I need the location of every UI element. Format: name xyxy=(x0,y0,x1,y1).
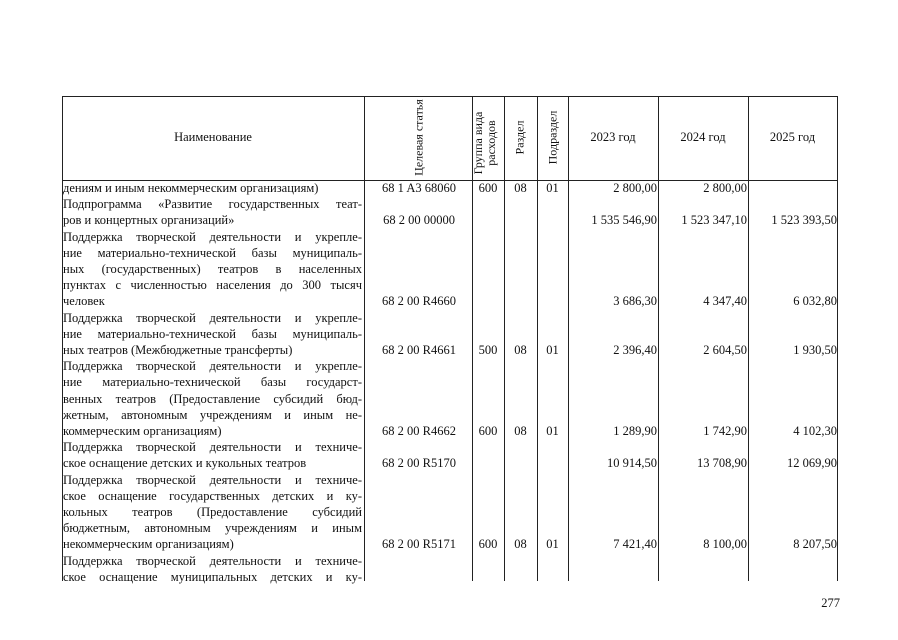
row-value-2024: 8 100,00 xyxy=(703,537,747,552)
row-value-2024: 13 708,90 xyxy=(697,456,747,471)
row-target-article: 68 2 00 R5170 xyxy=(382,456,456,471)
row-name-line: венных театров (Предоставление субсидий бюд- xyxy=(63,391,362,406)
row-value-2025: 4 102,30 xyxy=(793,424,837,438)
row-name-line: ние материально-технической базы муниципаль- xyxy=(63,245,362,260)
row-name-line: Поддержка творческой деятельности и укрепле- xyxy=(63,359,362,374)
col-border-name xyxy=(364,96,365,581)
row-target-article: 68 2 00 R5171 xyxy=(382,537,456,552)
row-value-2024: 2 800,00 xyxy=(703,181,747,195)
row-expense-group: 600 xyxy=(478,424,498,438)
row-name-line: человек xyxy=(63,294,105,309)
row-name-line: ние материально-технической базы государст- xyxy=(63,375,362,390)
row-value-2025: 6 032,80 xyxy=(793,294,837,309)
col-border-pr xyxy=(568,96,569,581)
row-name-line: жетным, автономным учреждениям и иным не- xyxy=(63,407,362,422)
col-border-rz xyxy=(537,96,538,581)
row-name-line: Поддержка творческой деятельности и техниче- xyxy=(63,553,362,568)
row-section: 08 xyxy=(514,343,527,357)
header-2025: 2025 год xyxy=(769,130,816,144)
row-section: 08 xyxy=(514,537,527,552)
row-name xyxy=(63,472,362,553)
row-target-article: 68 2 00 00000 xyxy=(383,213,455,228)
row-value-2025: 12 069,90 xyxy=(787,456,837,471)
row-name-line: бюджетным, автономным учреждениям и иным xyxy=(63,521,362,536)
row-target-article: 68 1 A3 68060 xyxy=(382,181,456,195)
row-expense-group: 600 xyxy=(478,181,498,195)
row-name-line: ных (государственных) театров в населенных xyxy=(63,261,362,276)
row-value-2023: 2 800,00 xyxy=(613,181,657,195)
row-name-line: ных театров (Межбюджетные трансферты) xyxy=(63,342,293,357)
row-value-2024: 1 742,90 xyxy=(703,424,747,438)
row-name xyxy=(63,358,362,439)
row-section: 08 xyxy=(514,424,527,438)
row-name xyxy=(63,180,362,196)
row-section: 08 xyxy=(514,181,527,195)
header-subsection: Подраздел xyxy=(545,110,560,165)
row-name-line: ние материально-технической базы муниципаль- xyxy=(63,326,362,341)
row-name-line: ское оснащение муниципальных детских и ку- xyxy=(63,569,362,584)
row-value-2024: 1 523 347,10 xyxy=(681,213,747,228)
row-value-2024: 4 347,40 xyxy=(703,294,747,309)
row-value-2023: 3 686,30 xyxy=(613,294,657,309)
row-value-2024: 2 604,50 xyxy=(703,343,747,357)
row-target-article: 68 2 00 R4660 xyxy=(382,294,456,309)
col-border-right xyxy=(837,96,838,581)
row-name-line: ское оснащение детских и кукольных театров xyxy=(63,456,307,471)
row-name xyxy=(63,196,362,228)
row-name-line: пунктах с численностью населения до 300 тысяч xyxy=(63,278,362,293)
row-name-line: некоммерческим организациям) xyxy=(63,537,234,552)
header-2023: 2023 год xyxy=(590,130,636,144)
row-subsection: 01 xyxy=(546,537,559,552)
header-article: Целевая статья xyxy=(411,99,426,176)
row-name xyxy=(63,310,362,359)
row-name xyxy=(63,553,362,585)
row-name xyxy=(63,439,362,471)
header-2024: 2024 год xyxy=(680,130,726,144)
page-number: 277 xyxy=(821,596,840,610)
row-expense-group: 500 xyxy=(478,343,498,357)
header-name: Наименование xyxy=(174,130,252,144)
col-border-y1 xyxy=(658,96,659,581)
row-value-2025: 1 523 393,50 xyxy=(771,213,837,228)
col-border-vr xyxy=(504,96,505,581)
row-subsection: 01 xyxy=(546,424,559,438)
row-value-2025: 1 930,50 xyxy=(793,343,837,357)
header-expense-group: Группа вида расходов xyxy=(471,111,498,175)
row-target-article: 68 2 00 R4661 xyxy=(382,343,456,357)
row-value-2023: 1 535 546,90 xyxy=(591,213,657,228)
row-value-2023: 7 421,40 xyxy=(613,537,657,552)
row-name-line: коммерческим организациям) xyxy=(63,423,222,438)
row-name-line: ров и концертных организаций» xyxy=(63,213,235,228)
row-name-line: ское оснащение государственных детских и ку- xyxy=(63,488,362,503)
row-name-line: кольных театров (Предоставление субсидий xyxy=(63,504,362,519)
row-subsection: 01 xyxy=(546,181,559,195)
row-target-article: 68 2 00 R4662 xyxy=(382,424,456,438)
row-name-line: Поддержка творческой деятельности и укрепле- xyxy=(63,310,362,325)
row-value-2023: 10 914,50 xyxy=(607,456,657,471)
row-name-line: Поддержка творческой деятельности и укрепле- xyxy=(63,229,362,244)
row-value-2025: 8 207,50 xyxy=(793,537,837,552)
row-name xyxy=(63,229,362,310)
header-section: Раздел xyxy=(512,120,527,155)
row-subsection: 01 xyxy=(546,343,559,357)
row-expense-group: 600 xyxy=(478,537,498,552)
row-name-line: Поддержка творческой деятельности и техниче- xyxy=(63,440,362,455)
row-value-2023: 2 396,40 xyxy=(613,343,657,357)
row-name-line: Поддержка творческой деятельности и техниче- xyxy=(63,472,362,487)
row-name-line: Подпрограмма «Развитие государственных теат- xyxy=(63,197,362,212)
table-top-border xyxy=(62,96,838,97)
row-name-line: дениям и иным некоммерческим организациям) xyxy=(63,181,319,195)
col-border-y2 xyxy=(748,96,749,581)
row-value-2023: 1 289,90 xyxy=(613,424,657,438)
